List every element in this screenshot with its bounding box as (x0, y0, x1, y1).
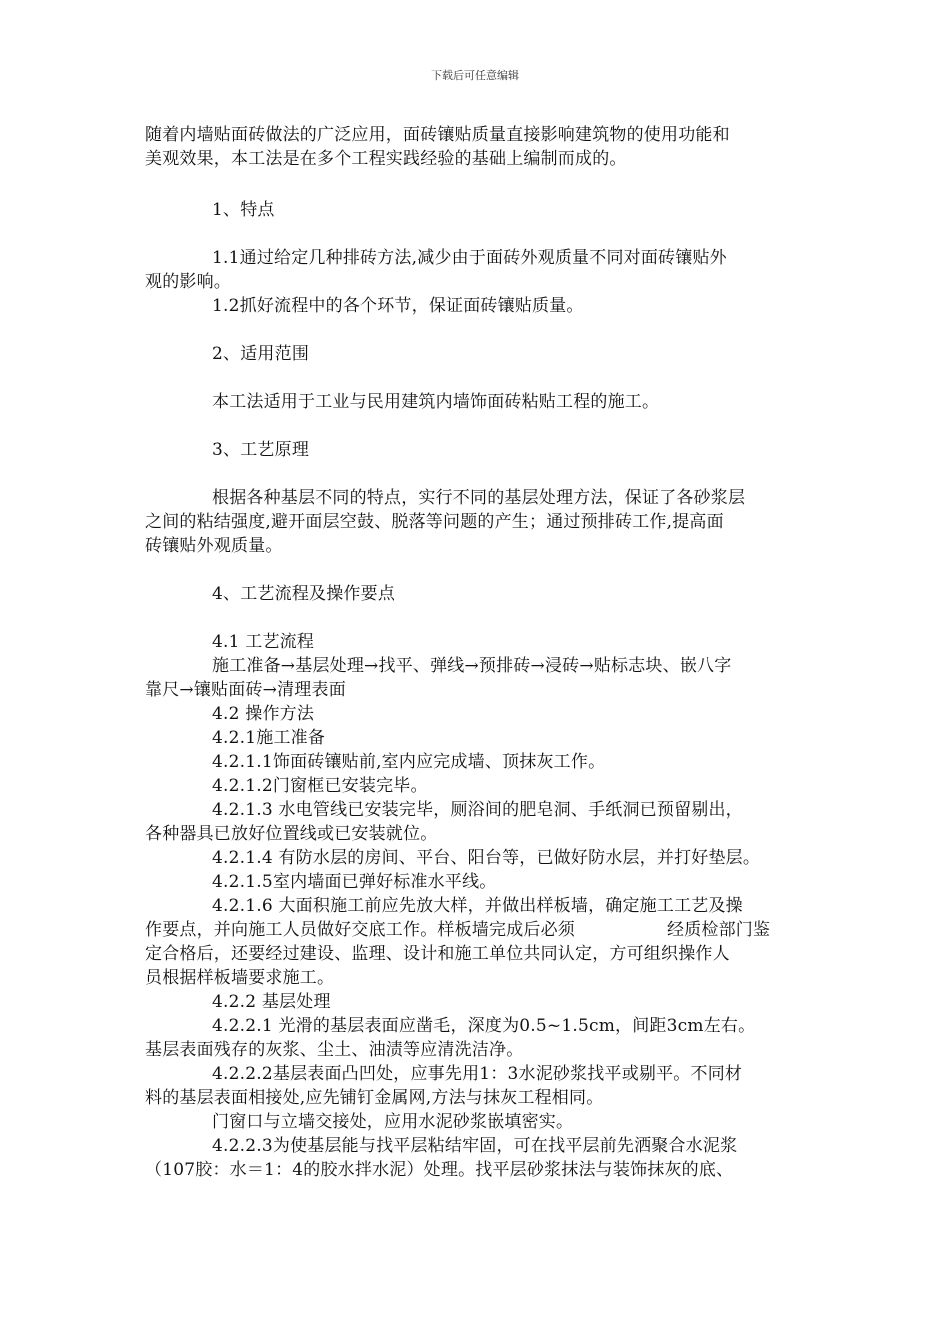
text-line: 4.2.1.2门窗框已安装完毕。 (212, 776, 428, 796)
text-line: 4.2.1.6 大面积施工前应先放大样，并做出样板墙，确定施工工艺及操 (212, 896, 743, 916)
text-line: 美观效果，本工法是在多个工程实践经验的基础上编制而成的。 (145, 149, 627, 169)
text-segment: 作要点，并向施工人员做好交底工作。样板墙完成后必须 (145, 920, 575, 940)
text-line: 4.2.2.3为使基层能与找平层粘结牢固，可在找平层前先洒聚合水泥浆 (212, 1136, 738, 1156)
text-line: 本工法适用于工业与民用建筑内墙饰面砖粘贴工程的施工。 (212, 392, 660, 412)
text-line: 基层表面残存的灰浆、尘土、油渍等应清洗洁净。 (145, 1040, 524, 1060)
text-line: 4.2.1.4 有防水层的房间、平台、阳台等，已做好防水层，并打好垫层。 (212, 848, 761, 868)
text-line: 4.2.2.1 光滑的基层表面应凿毛，深度为0.5~1.5cm，间距3cm左右。 (212, 1016, 756, 1036)
text-line: 靠尺→镶贴面砖→清理表面 (145, 680, 346, 700)
section-heading: 2、适用范围 (212, 344, 310, 364)
subsection-heading: 4.2 操作方法 (212, 704, 315, 724)
text-line: 1.1通过给定几种排砖方法,减少由于面砖外观质量不同对面砖镶贴外 (212, 248, 727, 268)
text-line: 4.2.1.1饰面砖镶贴前,室内应完成墙、顶抹灰工作。 (212, 752, 606, 772)
section-heading: 1、特点 (212, 200, 275, 220)
text-line: 随着内墙贴面砖做法的广泛应用，面砖镶贴质量直接影响建筑物的使用功能和 (145, 125, 730, 145)
text-line: （107胶：水＝1：4的胶水拌水泥）处理。找平层砂浆抹法与装饰抹灰的底、 (145, 1160, 734, 1180)
text-line: 员根据样板墙要求施工。 (145, 968, 335, 988)
subsection-heading: 4.2.1施工准备 (212, 728, 326, 748)
section-heading: 3、工艺原理 (212, 440, 310, 460)
text-line: 1.2抓好流程中的各个环节，保证面砖镶贴质量。 (212, 296, 584, 316)
text-line: 门窗口与立墙交接处，应用水泥砂浆嵌填密实。 (212, 1112, 574, 1132)
text-line: 根据各种基层不同的特点，实行不同的基层处理方法，保证了各砂浆层 (212, 488, 746, 508)
text-line: 各种器具已放好位置线或已安装就位。 (145, 824, 438, 844)
section-heading: 4、工艺流程及操作要点 (212, 584, 396, 604)
text-line: 4.2.2.2基层表面凸凹处，应事先用1：3水泥砂浆找平或剔平。不同材 (212, 1064, 743, 1084)
text-line (145, 919, 770, 941)
text-line: 料的基层表面相接处,应先铺钉金属网,方法与抹灰工程相同。 (145, 1088, 604, 1108)
text-line: 定合格后，还要经过建设、监理、设计和施工单位共同认定，方可组织操作人 (145, 944, 730, 964)
subsection-heading: 4.2.2 基层处理 (212, 992, 331, 1012)
text-line: 砖镶贴外观质量。 (145, 536, 283, 556)
page-header: 下载后可任意编辑 (431, 69, 519, 82)
text-line: 4.2.1.5室内墙面已弹好标准水平线。 (212, 872, 497, 892)
text-segment: 经质检部门鉴 (667, 920, 771, 940)
text-line: 观的影响。 (145, 272, 231, 292)
text-line: 4.2.1.3 水电管线已安装完毕，厕浴间的肥皂洞、手纸洞已预留剔出， (212, 800, 743, 820)
text-line: 之间的粘结强度,避开面层空鼓、脱落等问题的产生；通过预排砖工作,提高面 (145, 512, 724, 532)
text-line: 施工准备→基层处理→找平、弹线→预排砖→浸砖→贴标志块、嵌八字 (212, 656, 732, 676)
subsection-heading: 4.1 工艺流程 (212, 632, 315, 652)
